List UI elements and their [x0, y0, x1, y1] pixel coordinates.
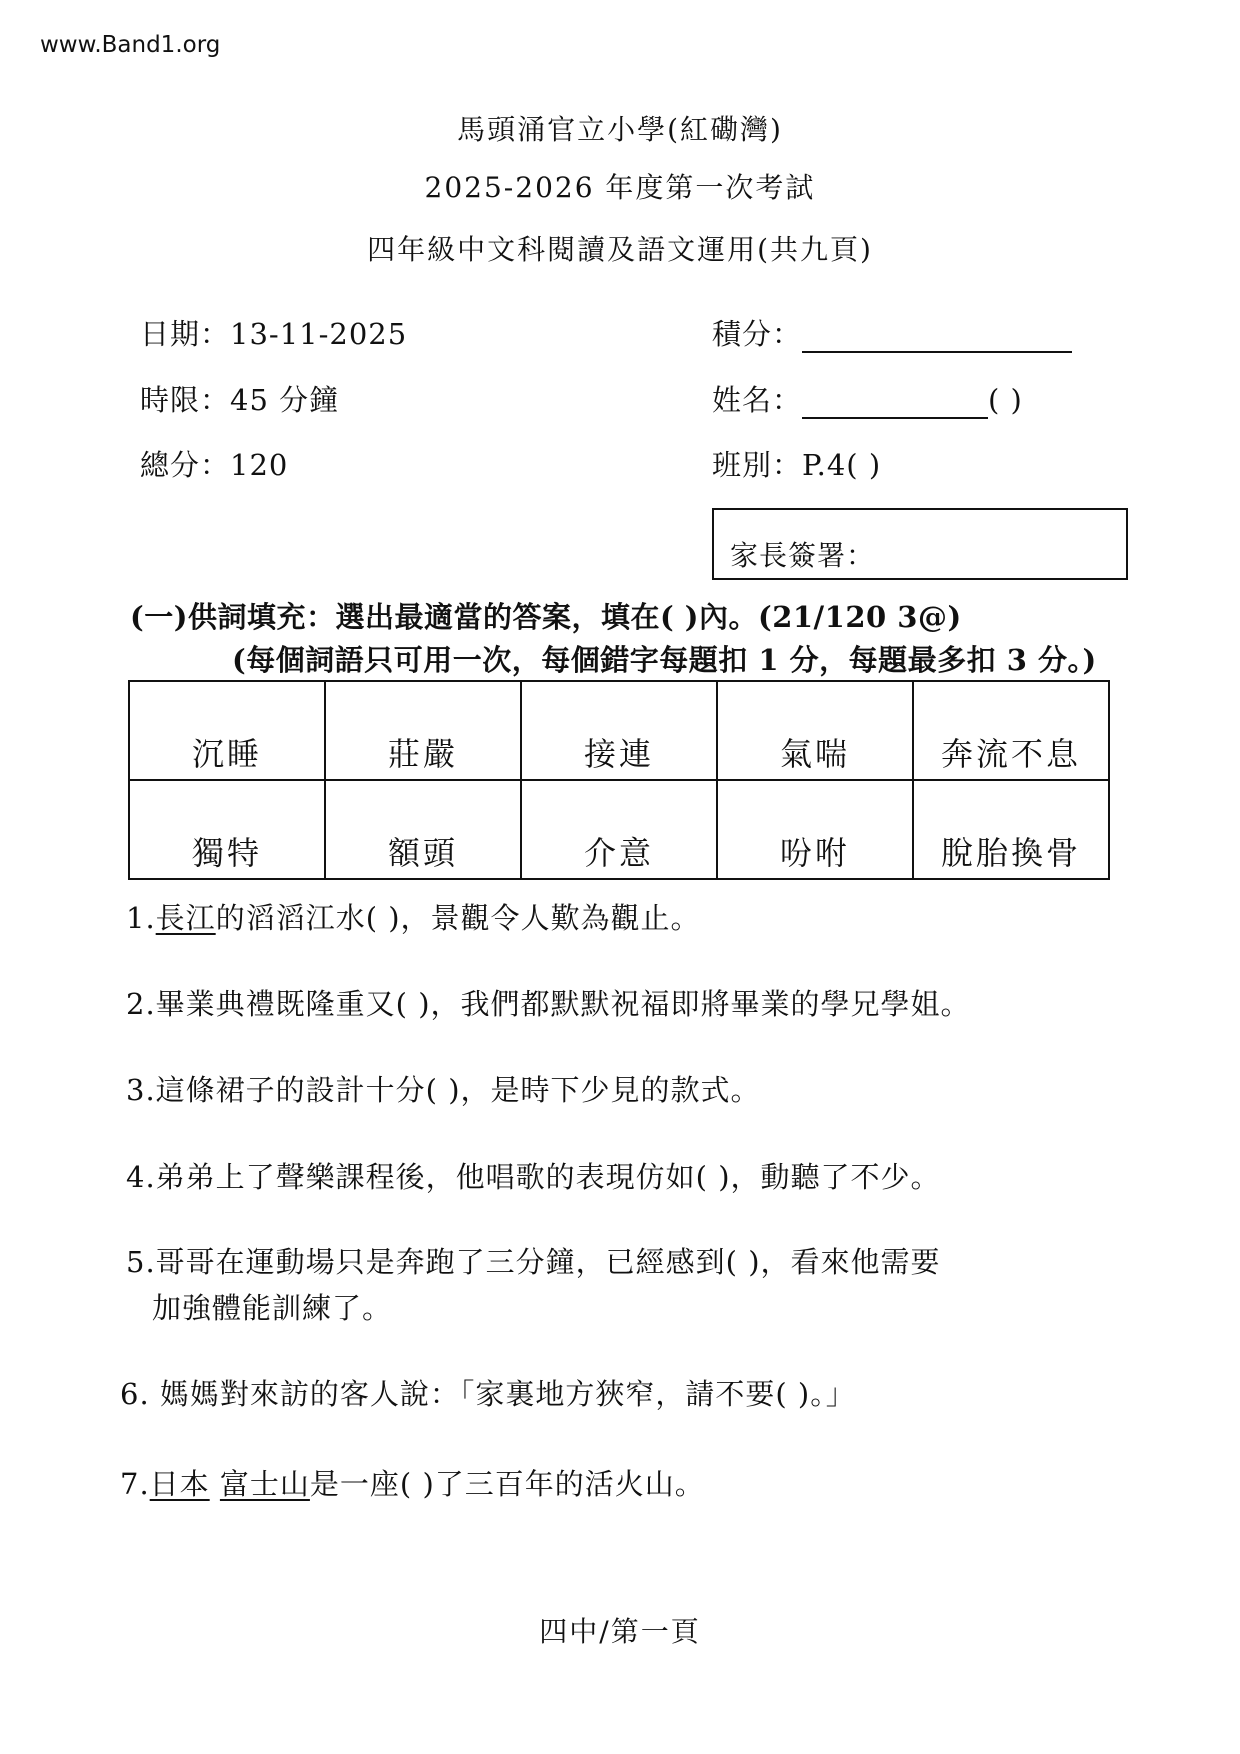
- word-bank-cell: 額頭: [325, 780, 521, 879]
- exam-title: 2025-2026 年度第一次考試: [424, 171, 816, 204]
- class-number-paren: ( ): [988, 383, 1023, 417]
- total-score-field: 總分：120: [140, 448, 289, 482]
- question-7-text: 是一座( )了三百年的活火山。: [309, 1467, 705, 1501]
- word-bank-cell: 脫胎換骨: [913, 780, 1109, 879]
- question-1-number: 1.: [126, 901, 156, 935]
- word-bank-row: [129, 681, 1109, 780]
- question-5-line1: 5.哥哥在運動場只是奔跑了三分鐘，已經感到( )，看來他需要: [126, 1245, 941, 1279]
- question-7: [120, 1462, 705, 1503]
- question-7-place-1: 日本: [149, 1467, 210, 1501]
- word-bank-cell: 獨特: [129, 780, 325, 879]
- question-2: 2.畢業典禮既隆重又( )，我們都默默祝福即將畢業的學兄學姐。: [126, 987, 971, 1021]
- word-bank-cell: 奔流不息: [913, 681, 1109, 780]
- word-bank-cell: 接連: [521, 681, 717, 780]
- question-7-number: 7.: [120, 1467, 150, 1501]
- question-7-place-2: 富士山: [219, 1467, 310, 1501]
- time-limit-field: 時限：45 分鐘: [140, 383, 340, 417]
- date-field: 日期：13-11-2025: [140, 317, 408, 351]
- watermark: www.Band1.org: [40, 32, 221, 58]
- word-bank-cell: 莊嚴: [325, 681, 521, 780]
- score-label: 積分：: [712, 317, 803, 351]
- question-1-text: 的滔滔江水( )，景觀令人歎為觀止。: [215, 901, 701, 935]
- word-bank-cell: 吩咐: [717, 780, 913, 879]
- question-3: 3.這條裙子的設計十分( )，是時下少見的款式。: [126, 1073, 761, 1107]
- question-1: [126, 896, 701, 937]
- word-bank-cell: 氣喘: [717, 681, 913, 780]
- name-label: 姓名：: [712, 383, 803, 417]
- question-6: 6. 媽媽對來訪的客人說：「家裏地方狹窄，請不要( )。」: [120, 1377, 856, 1411]
- name-blank[interactable]: [802, 389, 988, 419]
- score-blank[interactable]: [802, 323, 1072, 353]
- page-footer: 四中/第一頁: [539, 1615, 701, 1648]
- question-1-place-name: 長江: [155, 901, 216, 935]
- subject-title: 四年級中文科閱讀及語文運用(共九頁): [367, 233, 873, 266]
- section1-note: (每個詞語只可用一次，每個錯字每題扣 1 分，每題最多扣 3 分。): [232, 643, 1097, 677]
- section1-heading: (一)供詞填充：選出最適當的答案，填在( )內。(21/120 3@): [130, 600, 962, 634]
- word-bank-table: [128, 680, 1110, 880]
- school-name: 馬頭涌官立小學(紅磡灣): [457, 113, 783, 146]
- parent-signature-box[interactable]: [712, 508, 1128, 580]
- word-bank-row: [129, 780, 1109, 879]
- score-field: [712, 312, 1072, 353]
- question-5-line2: 加強體能訓練了。: [152, 1291, 393, 1325]
- question-4: 4.弟弟上了聲樂課程後，他唱歌的表現仿如( )，動聽了不少。: [126, 1160, 941, 1194]
- word-bank-cell: 介意: [521, 780, 717, 879]
- word-bank-cell: 沉睡: [129, 681, 325, 780]
- parent-signature-label: 家長簽署：: [730, 539, 876, 572]
- class-field: 班別：P.4( ): [712, 448, 882, 482]
- name-field: [712, 378, 1023, 419]
